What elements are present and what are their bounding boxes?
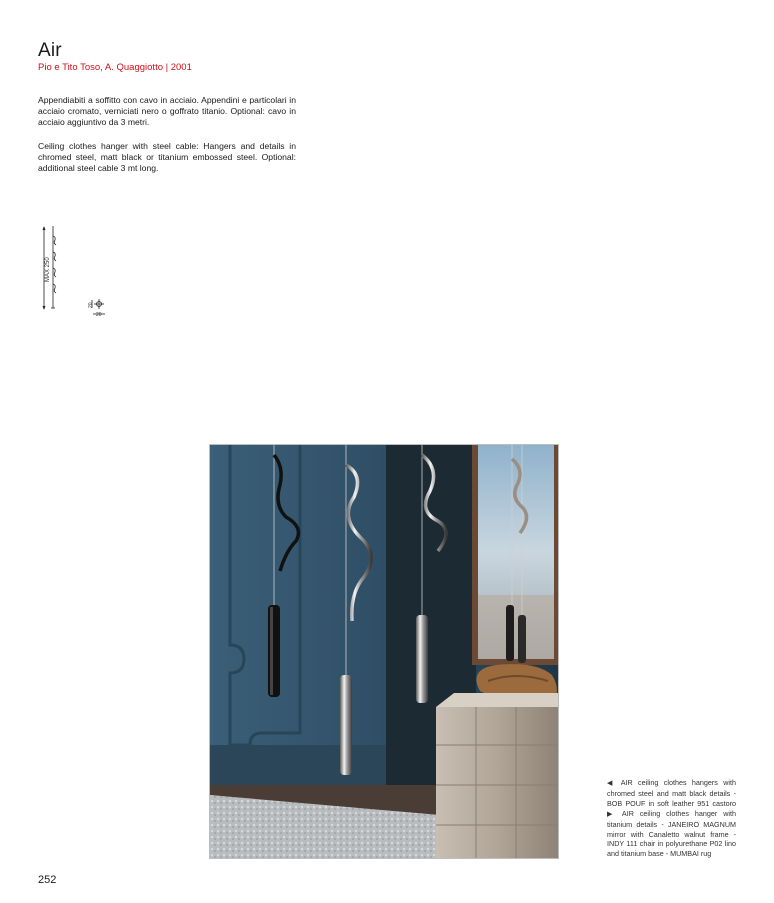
diameter-label-a: 20 [88,302,94,308]
caption-left-text: AIR ceiling clothes hangers with chromed steel and matt black details - BOB POUF in soft leather 951 castoro [607,778,737,808]
right-arrow-icon: ▶ [607,810,617,818]
product-title: Air [38,40,62,61]
description-english: Ceiling clothes hanger with steel cable: Hangers and details in chromed steel, matt black or titanium embossed steel. Optional: additional steel cable 3 mt long. [38,141,296,174]
product-photo [209,444,559,859]
product-designers: Pio e Tito Toso, A. Quaggiotto | 2001 [38,62,192,73]
caption-right-text: AIR ceiling clothes hanger with titanium details - JANEIRO MAGNUM mirror with Canaletto walnut frame - INDY 111 chair in polyurethane P02 lino and titanium base - MUMBAI rug [607,808,736,859]
photo-caption [607,778,736,859]
left-arrow-icon: ◀ [607,780,616,787]
height-label: MAX 250 [45,257,51,282]
dimension-drawing [36,222,116,322]
description-italian: Appendiabiti a soffitto con cavo in acciaio. Appendini e particolari in acciaio cromato, verniciati nero o goffrato titanio. Optional: cavo in acciaio aggiuntivo da 3 metri. [38,95,296,128]
diameter-label-b: 20 [96,312,102,318]
page-number: 252 [38,874,57,886]
